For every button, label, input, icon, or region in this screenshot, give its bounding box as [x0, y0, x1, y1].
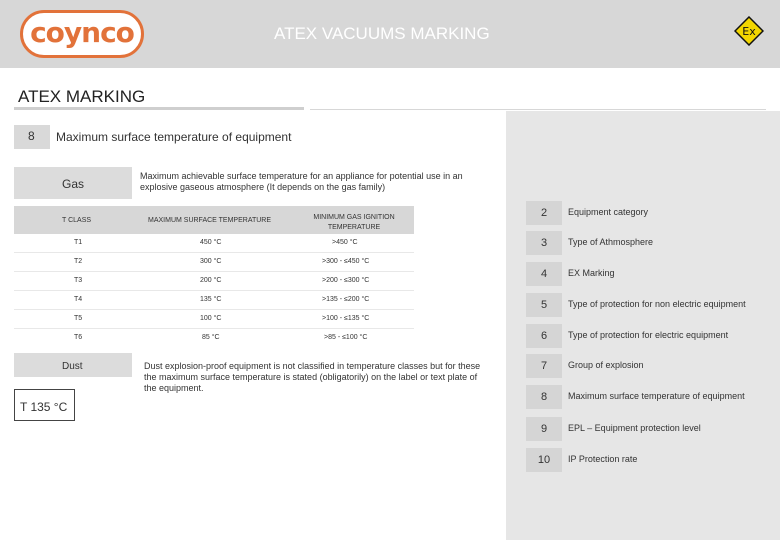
t-class-cell: T3 — [74, 277, 83, 284]
ignition-temp-cell: >300 - ≤450 °C — [322, 258, 370, 265]
ex-symbol-text: Ex — [742, 25, 756, 38]
dust-description: Dust explosion-proof equipment is not classified in temperature classes but for these the maximum surface temperature is stated (obligatorily) on the label or text plate of the equipment. — [144, 361, 481, 393]
marking-legend-panel — [506, 111, 780, 540]
t-class-cell: T6 — [74, 334, 83, 341]
max-temp-cell: 450 °C — [200, 239, 222, 246]
legend-item-number: 4 — [526, 262, 562, 286]
t-class-cell: T1 — [74, 239, 83, 246]
legend-item — [526, 231, 780, 257]
table-row — [14, 234, 414, 252]
dust-temperature-box: T 135 °C — [14, 389, 75, 421]
gas-description: Maximum achievable surface temperature for an appliance for potential use in an explosive gaseous atmosphere (It depends on the gas family) — [140, 171, 463, 192]
legend-item-label: Type of Athmosphere — [568, 237, 654, 247]
legend-item-label: Maximum surface temperature of equipment — [568, 391, 745, 401]
coynco-logo[interactable] — [20, 10, 144, 58]
page-title: ATEX VACUUMS MARKING — [274, 24, 490, 43]
legend-item-label: Group of explosion — [568, 360, 644, 370]
legend-item — [526, 293, 780, 319]
legend-item-number: 2 — [526, 201, 562, 225]
legend-item-label: EX Marking — [568, 268, 615, 278]
max-temp-cell: 85 °C — [202, 334, 220, 341]
table-row — [14, 253, 414, 271]
legend-item-number: 9 — [526, 417, 562, 441]
legend-item-label: Type of protection for electric equipment — [568, 330, 729, 340]
max-temp-cell: 100 °C — [200, 315, 222, 322]
ignition-temp-cell: >135 - ≤200 °C — [322, 296, 370, 303]
t-class-table — [14, 206, 414, 347]
table-row — [14, 310, 414, 328]
atex-ex-icon — [734, 16, 764, 46]
ignition-temp-cell: >85 - ≤100 °C — [324, 334, 368, 341]
legend-item-number: 5 — [526, 293, 562, 317]
legend-item-label: Type of protection for non electric equipment — [568, 299, 746, 309]
section-title: ATEX MARKING — [18, 87, 146, 106]
dust-label-box: Dust — [14, 353, 132, 377]
legend-item-number: 8 — [526, 385, 562, 409]
logo-text: coynco — [30, 16, 134, 49]
legend-item — [526, 448, 780, 474]
header-t-class: T CLASS — [62, 217, 92, 224]
legend-item-number: 3 — [526, 231, 562, 255]
ignition-temp-cell: >200 - ≤300 °C — [322, 277, 370, 284]
legend-item — [526, 385, 780, 411]
table-row — [14, 291, 414, 309]
t-class-cell: T4 — [74, 296, 83, 303]
ignition-temp-cell: >450 °C — [332, 239, 358, 246]
section-divider — [14, 107, 304, 110]
table-row — [14, 329, 414, 347]
legend-item-number: 6 — [526, 324, 562, 348]
gas-label-box: Gas — [14, 167, 132, 199]
section-divider-thin — [310, 109, 766, 110]
max-temp-cell: 135 °C — [200, 296, 222, 303]
t-class-cell: T2 — [74, 258, 83, 265]
legend-item — [526, 354, 780, 380]
section-subtitle: Maximum surface temperature of equipment — [56, 130, 292, 144]
legend-item-label: EPL – Equipment protection level — [568, 423, 701, 433]
legend-item — [526, 262, 780, 288]
section-number-badge: 8 — [14, 125, 50, 149]
header-min-ignition-temp: MINIMUM GAS IGNITION TEMPERATURE — [313, 214, 395, 231]
legend-item — [526, 201, 780, 227]
max-temp-cell: 300 °C — [200, 258, 222, 265]
legend-item — [526, 324, 780, 350]
legend-item — [526, 417, 780, 443]
legend-item-number: 10 — [526, 448, 562, 472]
table-header — [14, 206, 414, 234]
legend-item-label: Equipment category — [568, 207, 649, 217]
max-temp-cell: 200 °C — [200, 277, 222, 284]
header-bar — [0, 0, 780, 68]
ignition-temp-cell: >100 - ≤135 °C — [322, 315, 370, 322]
table-row — [14, 272, 414, 290]
legend-item-number: 7 — [526, 354, 562, 378]
header-max-surface-temp: MAXIMUM SURFACE TEMPERATURE — [148, 217, 272, 224]
t-class-cell: T5 — [74, 315, 83, 322]
legend-item-label: IP Protection rate — [568, 454, 638, 464]
